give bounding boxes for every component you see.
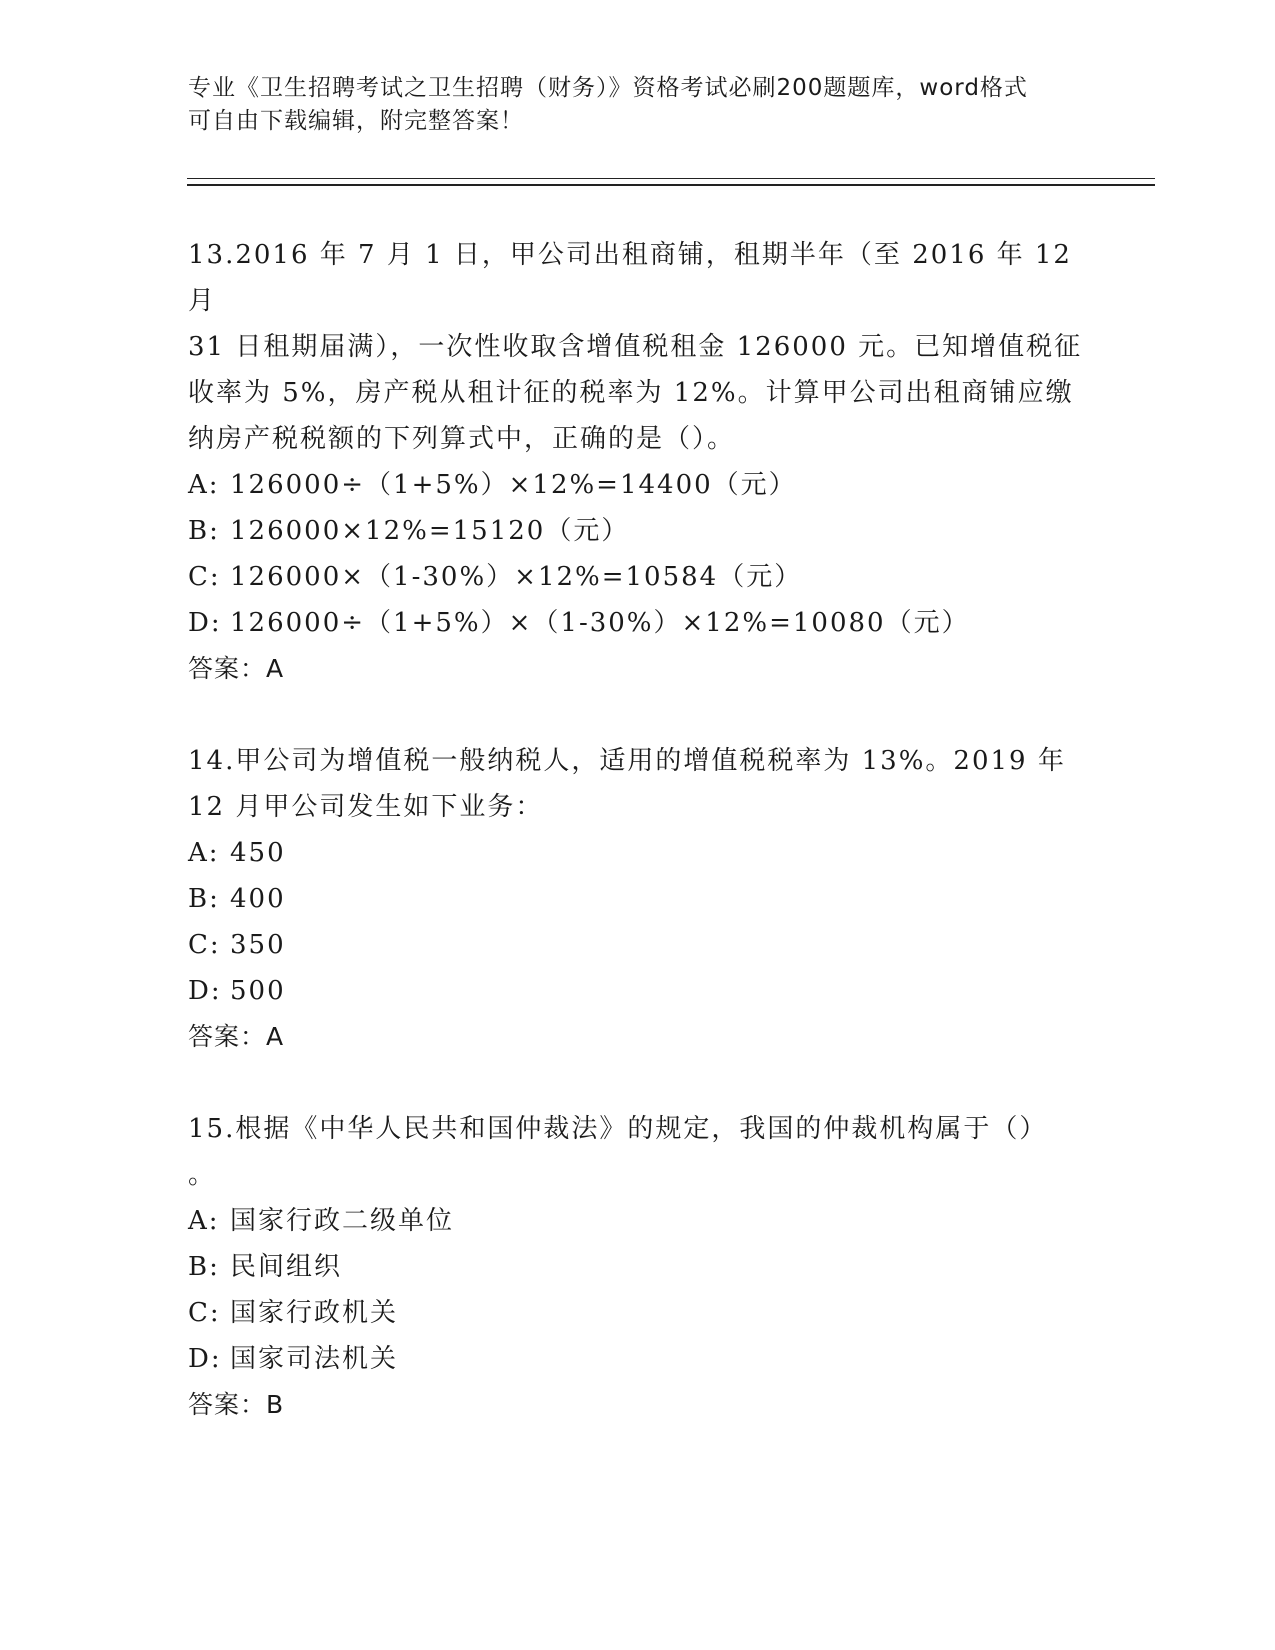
answer-line: 答案：B <box>188 1390 285 1419</box>
option-letter: A: <box>188 470 220 500</box>
option-letter: C: <box>188 562 221 592</box>
option-text: 国家行政机关 <box>230 1298 399 1328</box>
option-b <box>188 508 1088 554</box>
option-text: 126000×（1-30%）×12%=10584（元） <box>230 562 803 592</box>
option-text: 400 <box>230 884 286 914</box>
option-letter: C: <box>188 930 221 960</box>
question-list <box>188 232 1088 1428</box>
option-letter: D: <box>188 1344 222 1374</box>
option-letter: A: <box>188 838 220 868</box>
option-letter: A: <box>188 1206 220 1236</box>
option-text: 国家行政二级单位 <box>230 1206 455 1236</box>
option-d <box>188 600 1088 646</box>
question-text-line: 13.2016 年 7 月 1 日，甲公司出租商铺，租期半年（至 2016 年 12 月 <box>188 240 1072 316</box>
option-d <box>188 968 1088 1014</box>
option-text: 民间组织 <box>230 1252 343 1282</box>
question-14 <box>188 738 1088 1060</box>
header-line-1: 专业《卫生招聘考试之卫生招聘（财务）》资格考试必刷200题题库，word格式 <box>188 75 1028 101</box>
option-c <box>188 1290 1088 1336</box>
option-letter: D: <box>188 608 222 638</box>
option-text: 126000÷（1+5%）×（1-30%）×12%=10080（元） <box>230 608 970 638</box>
question-text-line: 15.根据《中华人民共和国仲裁法》的规定，我国的仲裁机构属于（） <box>188 1114 1048 1144</box>
question-text-line: 14.甲公司为增值税一般纳税人，适用的增值税税率为 13%。2019 年 <box>188 746 1066 776</box>
option-text: 126000×12%=15120（元） <box>230 516 630 546</box>
question-text-line: 12 月甲公司发生如下业务： <box>188 792 544 822</box>
option-text: 450 <box>230 838 286 868</box>
option-text: 350 <box>230 930 286 960</box>
option-b <box>188 876 1088 922</box>
question-spacer <box>188 1060 1088 1106</box>
answer-line: 答案：A <box>188 1022 285 1051</box>
question-text-line: 收率为 5%，房产税从租计征的税率为 12%。计算甲公司出租商铺应缴 <box>188 378 1074 408</box>
answer-line: 答案：A <box>188 654 285 683</box>
option-letter: C: <box>188 1298 221 1328</box>
option-letter: B: <box>188 516 220 546</box>
option-a <box>188 1198 1088 1244</box>
question-text-line: 31 日租期届满），一次性收取含增值税租金 126000 元。已知增值税征 <box>188 332 1083 362</box>
option-c <box>188 922 1088 968</box>
question-15 <box>188 1106 1088 1428</box>
option-text: 126000÷（1+5%）×12%=14400（元） <box>230 470 797 500</box>
option-c <box>188 554 1088 600</box>
option-text: 国家司法机关 <box>230 1344 399 1374</box>
question-spacer <box>188 692 1088 738</box>
option-text: 500 <box>230 976 286 1006</box>
question-text-line: 纳房产税税额的下列算式中，正确的是（）。 <box>188 424 736 454</box>
question-text-line: 。 <box>188 1160 217 1190</box>
option-a <box>188 830 1088 876</box>
header-line-2: 可自由下载编辑，附完整答案！ <box>188 108 524 134</box>
option-letter: B: <box>188 884 220 914</box>
option-b <box>188 1244 1088 1290</box>
option-d <box>188 1336 1088 1382</box>
option-a <box>188 462 1088 508</box>
option-letter: B: <box>188 1252 220 1282</box>
option-letter: D: <box>188 976 222 1006</box>
header-divider <box>187 178 1155 186</box>
document-header <box>188 72 1088 138</box>
question-13 <box>188 232 1088 692</box>
